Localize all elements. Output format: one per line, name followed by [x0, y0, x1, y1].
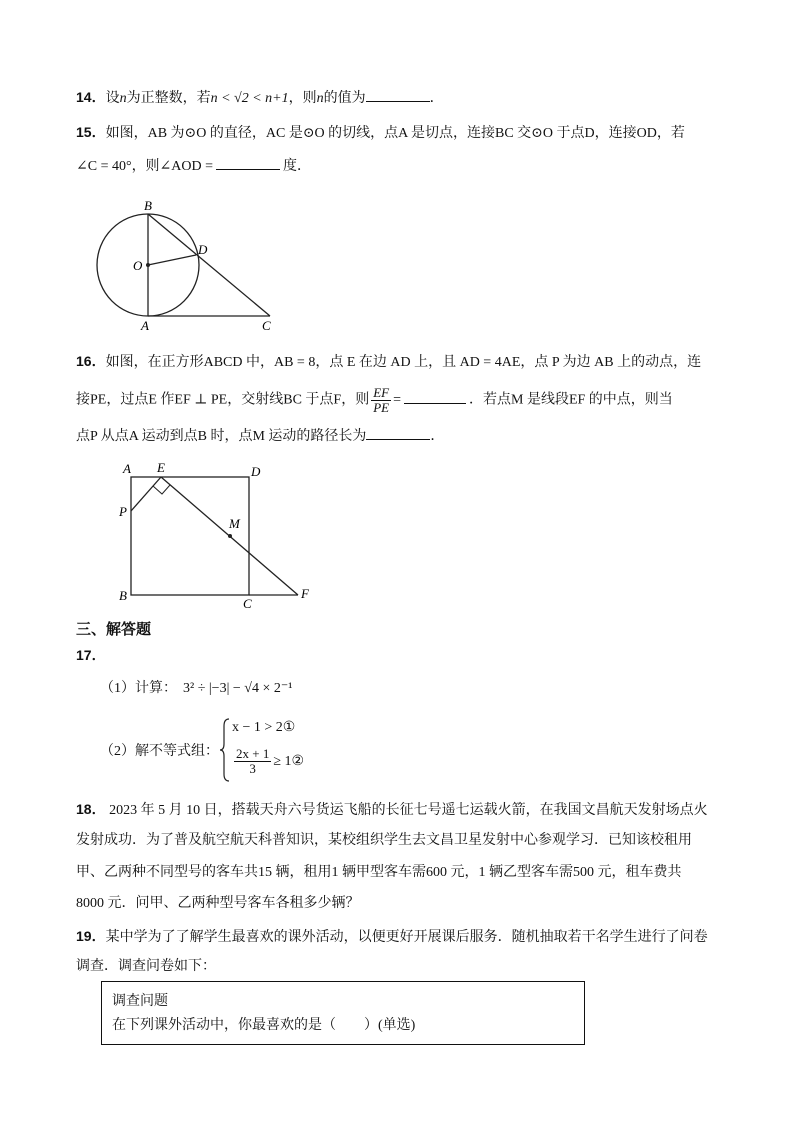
- right-angle-mark: [153, 485, 170, 494]
- label-p: P: [119, 504, 127, 519]
- q17-inequality-1: x − 1 > 2①: [232, 720, 296, 735]
- q14-text-d: 的值为: [323, 91, 366, 106]
- q14-text-c: ，则: [288, 91, 317, 106]
- q15-figure: [90, 197, 290, 337]
- question-15-line-1: [76, 122, 685, 144]
- question-18-line-4: 8000 元．问甲、乙两种型号客车各租多少辆？: [76, 896, 360, 911]
- question-18-line-2: 发射成功．为了普及航空航天科普知识，某校组织学生去文昌卫星发射中心参观学习．已知该校租用: [76, 833, 692, 848]
- question-16-line-2: [76, 386, 673, 414]
- q17-part-1-expression: 3² ÷ |−3| − √4 × 2⁻¹: [183, 681, 293, 696]
- fraction-numerator: 2x + 1: [236, 746, 270, 762]
- q14-var-n2: n: [316, 91, 324, 106]
- fraction-numerator: EF: [373, 385, 390, 400]
- q17-part-2-label: （2）解不等式组：: [100, 744, 219, 759]
- fraction-denominator: PE: [373, 400, 390, 415]
- question-15-line-2: [76, 155, 311, 177]
- q14-text-b: 为正整数，若: [126, 91, 211, 106]
- answer-blank: [366, 425, 430, 440]
- point-m: [228, 534, 232, 538]
- q14-inequality: n < √2 < n+1: [210, 91, 289, 106]
- q16-line-2-a: 接PE，过点E 作EF ⊥ PE，交射线BC 于点F，则: [76, 392, 370, 408]
- question-19-line-2: 调查．调查问卷如下：: [76, 959, 216, 974]
- question-number: 15．: [76, 124, 106, 140]
- q17-part-1: [100, 679, 292, 699]
- q17-inequality-2: [232, 742, 304, 782]
- q14-end: ．: [429, 91, 444, 106]
- label-f: F: [301, 586, 309, 601]
- label-o: O: [133, 258, 143, 273]
- answer-blank: [404, 389, 466, 404]
- q16-line-3-b: ．: [430, 429, 445, 444]
- q15-line-2-b: 度．: [283, 159, 312, 174]
- question-number: 14．: [76, 89, 106, 105]
- label-e: E: [157, 460, 165, 475]
- point-o: [146, 263, 150, 267]
- q14-var-n: n: [119, 91, 127, 106]
- q19-line-1: 某中学为了了解学生最喜欢的课外活动，以便更好开展课后服务．随机抽取若干名学生进行了问卷: [105, 930, 708, 945]
- q16-line-2-c: ．若点M 是线段EF 的中点，则当: [469, 392, 673, 408]
- question-18-line-3: 甲、乙两种不同型号的客车共15 辆，租用1 辆甲型客车需600 元，1 辆乙型客车需500 元，租车费共: [76, 865, 682, 880]
- system-brace: [219, 718, 231, 782]
- q15-line-2-a: ∠C = 40°，则∠AOD =: [76, 159, 214, 174]
- label-d: D: [198, 242, 208, 257]
- question-16-line-1: [76, 351, 701, 373]
- label-c: C: [262, 318, 271, 333]
- label-d: D: [251, 464, 261, 479]
- segment-od: [148, 255, 196, 265]
- fraction-denominator: 3: [249, 761, 256, 777]
- label-m: M: [229, 516, 240, 531]
- fraction: [234, 747, 271, 776]
- question-16-line-3: [76, 425, 444, 447]
- survey-box-text: 在下列课外活动中，你最喜欢的是（ ）(单选): [112, 1018, 416, 1033]
- q15-line-1: 如图，AB 为⊙O 的直径，AC 是⊙O 的切线，点A 是切点，连接BC 交⊙O 于点D，连接OD，若: [105, 126, 685, 141]
- survey-box: [101, 981, 585, 1045]
- q17-part-1-label: （1）计算：: [100, 681, 177, 696]
- label-c: C: [243, 596, 252, 611]
- q16-line-1: 如图，在正方形ABCD 中，AB = 8，点 E 在边 AD 上，且 AD = 4AE，点 P 为边 AB 上的动点，连: [105, 355, 702, 370]
- segment-bc: [148, 214, 270, 316]
- survey-box-title: 调查问题: [112, 994, 168, 1009]
- q14-text-a: 设: [105, 91, 120, 106]
- question-18-line-1: [76, 799, 708, 821]
- question-number: 19．: [76, 928, 106, 944]
- question-number: 18．: [76, 801, 106, 817]
- q16-figure: [115, 460, 335, 610]
- label-b: B: [144, 198, 152, 213]
- answer-blank: [366, 87, 430, 102]
- q17-inequality-2-rest: ≥ 1②: [273, 754, 305, 769]
- q16-equals: =: [393, 392, 401, 408]
- question-number: 16．: [76, 353, 106, 369]
- question-17: [76, 645, 106, 667]
- question-19-line-1: [76, 926, 708, 948]
- q16-line-3-a: 点P 从点A 运动到点B 时，点M 运动的路径长为: [76, 429, 367, 444]
- label-a: A: [123, 461, 131, 476]
- q18-line-1: 2023 年 5 月 10 日，搭载天舟六号货运飞船的长征七号遥七运载火箭，在我国文昌航天发射场点火: [105, 803, 708, 818]
- answer-blank: [216, 155, 280, 170]
- label-b: B: [119, 588, 127, 603]
- section-heading: 三、解答题: [76, 621, 152, 638]
- q17-part-2-label-row: [100, 742, 219, 762]
- question-14: [76, 87, 444, 109]
- segment-pe: [131, 477, 161, 511]
- label-a: A: [141, 318, 149, 333]
- fraction-ef-pe: [371, 386, 391, 415]
- question-number: 17．: [76, 647, 106, 663]
